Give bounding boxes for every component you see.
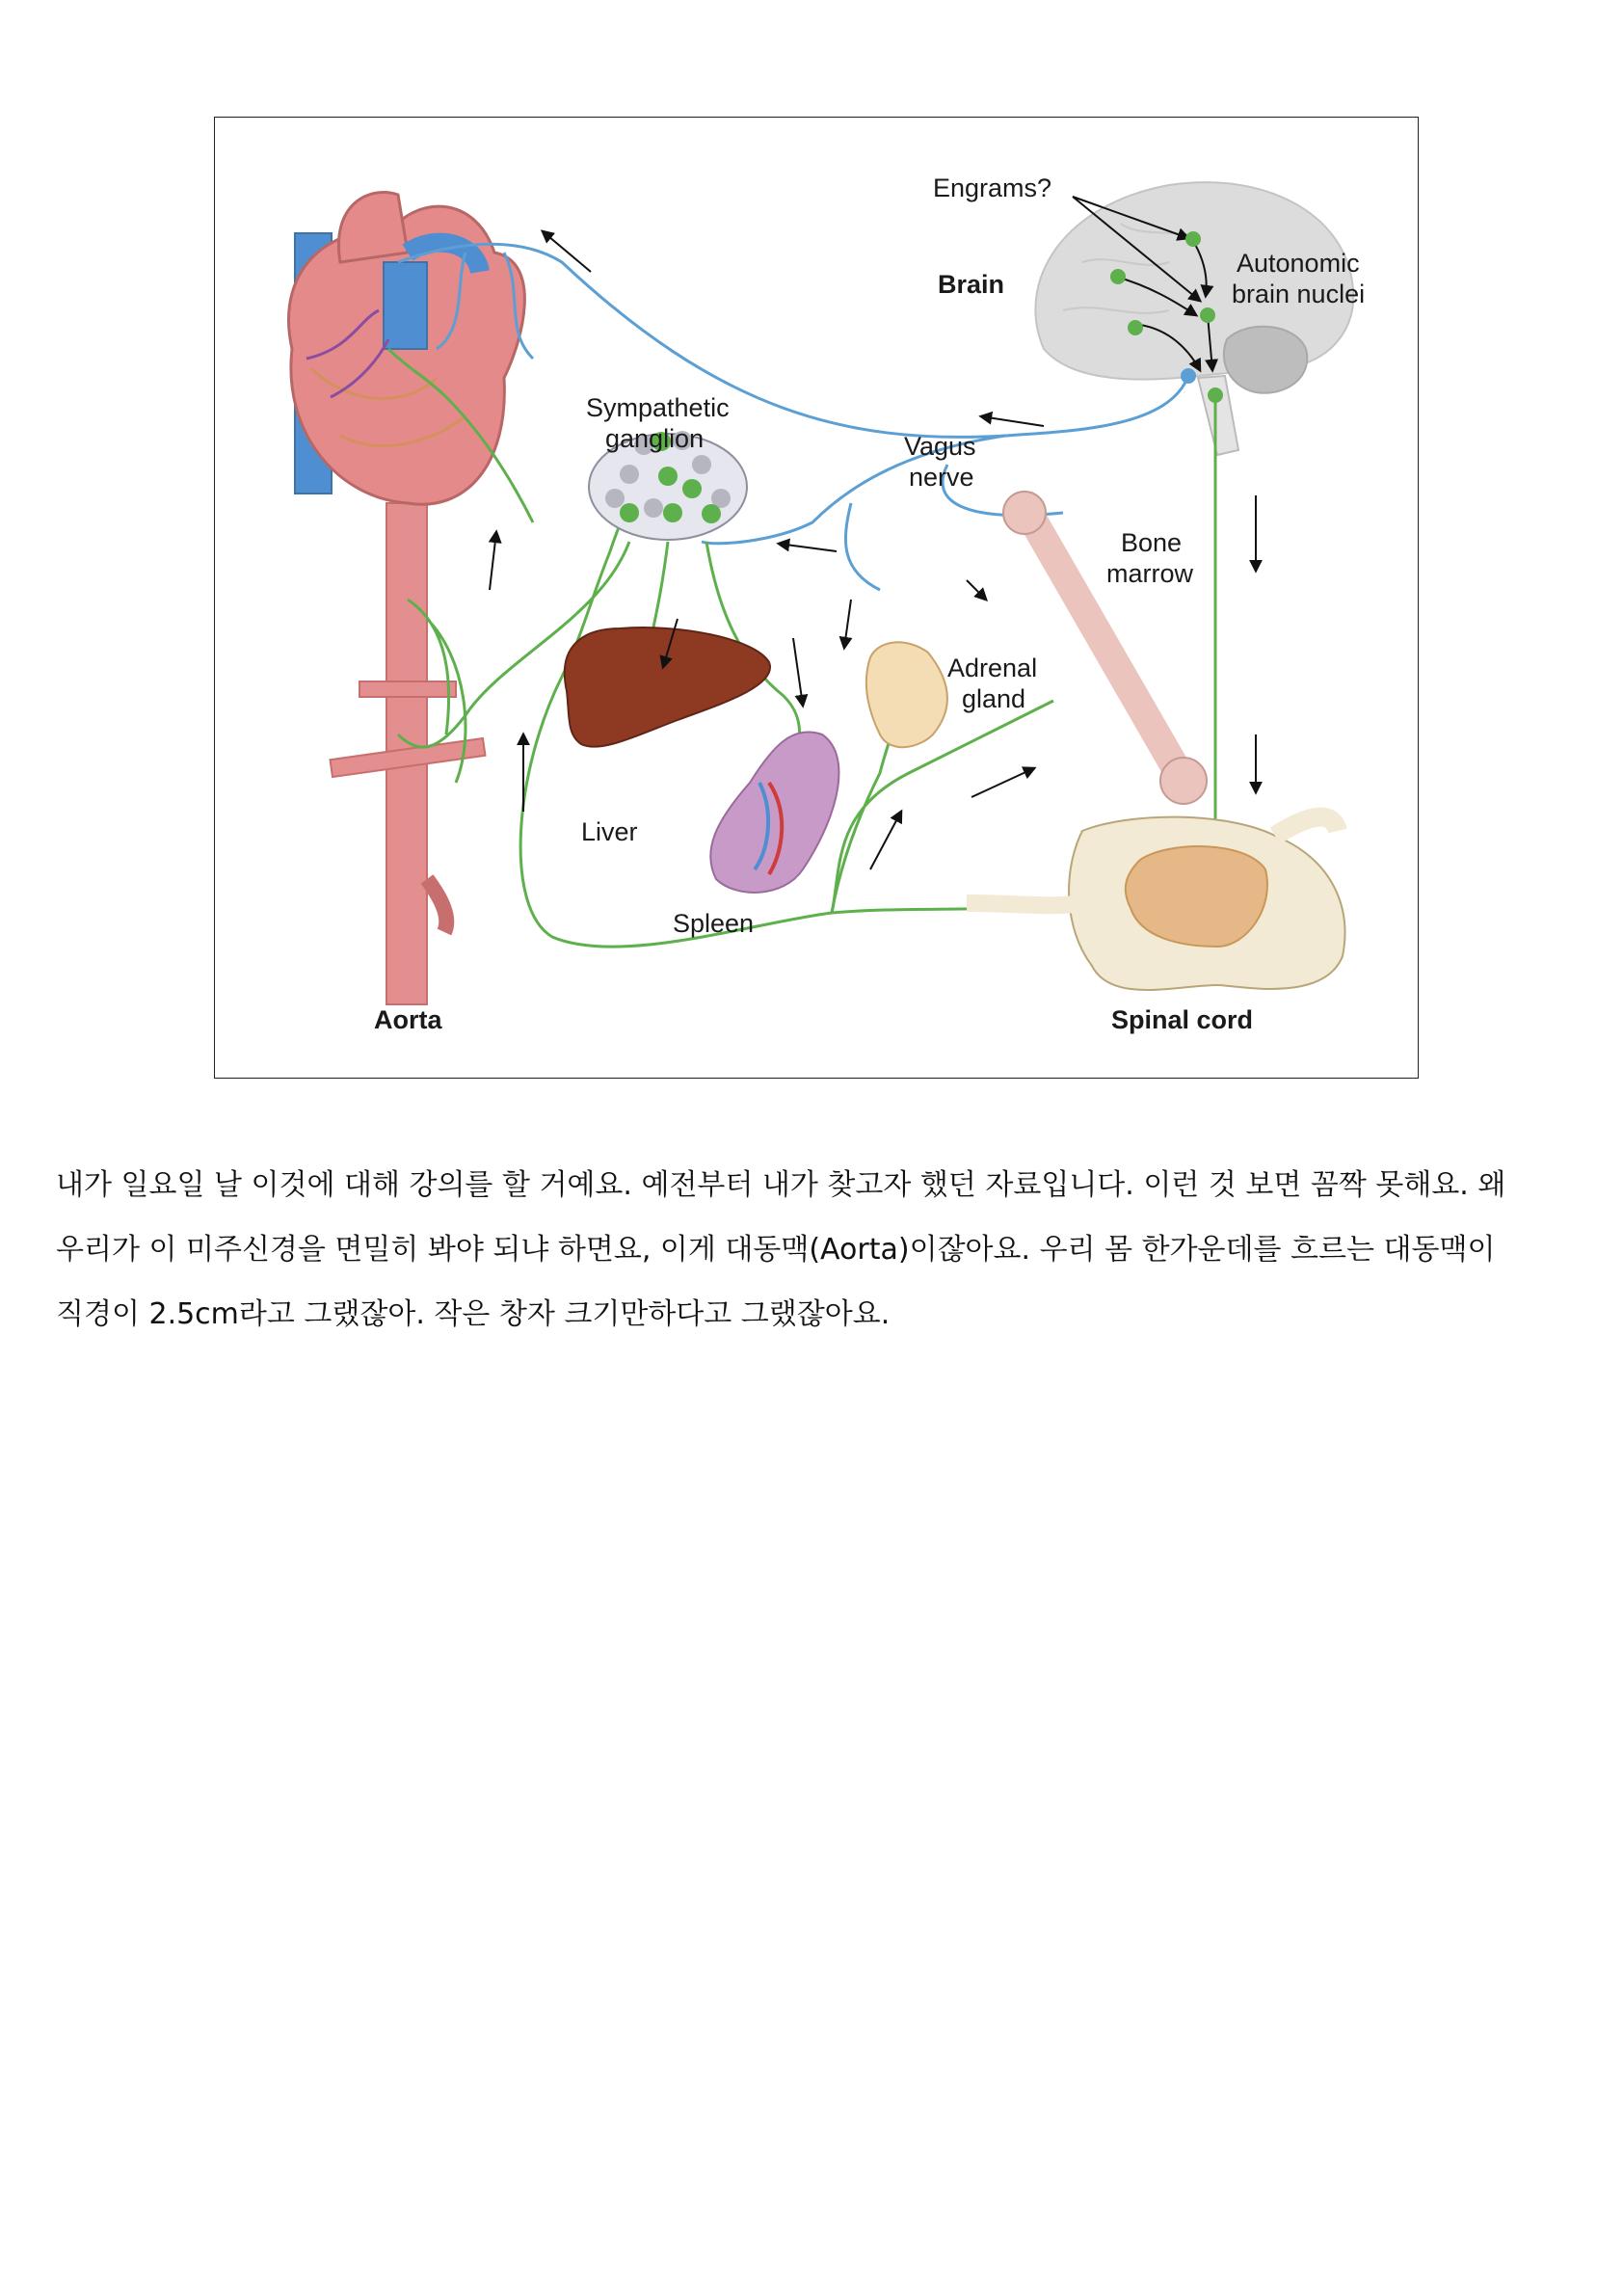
bone-marrow-label-2: marrow: [1106, 559, 1194, 588]
adrenal-label-2: gland: [962, 684, 1026, 713]
spleen-illustration: [710, 732, 838, 892]
autonomic-label-1: Autonomic: [1237, 249, 1360, 278]
caption-text: 내가 일요일 날 이것에 대해 강의를 할 거예요. 예전부터 내가 찾고자 했던 자료입니다. 이런 것 보면 꼼짝 못해요. 왜 우리가 이 미주신경을 면밀히 봐야 되냐 하면요, 이게 대동맥(Aorta)이잖아요. 우리 몸 한가운데를 흐르는 대동맥이 직경이 2.5cm라고 그랬잖아. 작은 창자 크기만하다고 그랬잖아요.: [56, 1168, 1506, 1331]
adrenal-gland-illustration: [866, 642, 947, 747]
bone-marrow-label-1: Bone: [1121, 528, 1183, 557]
vagus-label-1: Vagus: [904, 432, 976, 461]
engrams-label: Engrams?: [933, 174, 1052, 202]
sympathetic-label-2: ganglion: [605, 424, 705, 453]
vagus-label-2: nerve: [909, 463, 974, 492]
spinal-cord-label: Spinal cord: [1111, 1005, 1254, 1034]
adrenal-label-1: Adrenal: [947, 654, 1038, 682]
autonomic-label-2: brain nuclei: [1232, 280, 1366, 308]
liver-illustration: [565, 627, 770, 747]
brain-illustration: [1035, 182, 1353, 455]
brain-label: Brain: [938, 270, 1005, 299]
liver-label: Liver: [581, 817, 638, 846]
spinal-cord-illustration: [967, 817, 1344, 990]
aorta-illustration: [331, 503, 486, 1004]
aorta-label: Aorta: [374, 1005, 442, 1034]
spleen-label: Spleen: [673, 909, 755, 938]
sympathetic-label-1: Sympathetic: [586, 393, 730, 422]
autonomic-nervous-system-figure: [214, 117, 1419, 1079]
